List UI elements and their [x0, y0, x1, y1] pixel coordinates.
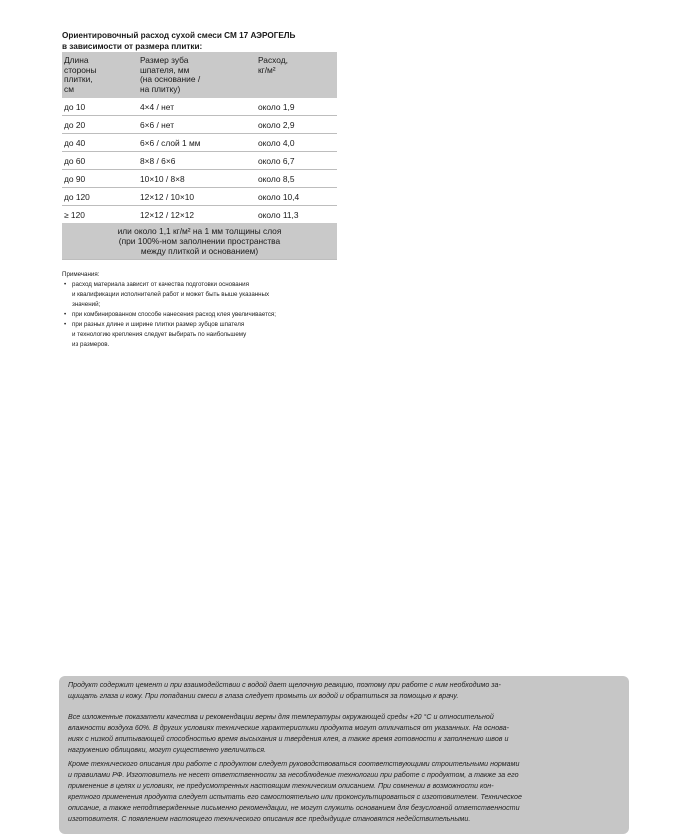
header-consumption: Расход, кг/м²	[256, 52, 337, 98]
cell-trowel: 10×10 / 8×8	[138, 170, 256, 188]
cell-consumption: около 11,3	[258, 209, 299, 220]
notes-heading: Примечания:	[62, 271, 100, 278]
list-item: • при разных длине и ширине плитки размер зубцов шпателя и технологию крепления следует выбирать по наибольшему из размеров.	[62, 320, 352, 350]
disclaimer-paragraph: Кроме технического описания при работе с продуктом следует руководствоваться соответствующими строительными нормами и правилами РФ. Изготовитель не несет ответственности за несоблюдение технологии при работе с продуктом, а также за его применение в целях и условиях, не предусмотренных настоящим техническим описанием. При сомнении в возможности кон- кретного применения продукта следует испытать его самостоятельно или проконсультироваться с изготовителем. Техническое описание, а также неподтвержденные письменно рекомендации, не могут служить основанием для безусловной ответственности изготовителя. С появлением настоящего технического описания все предыдущие становятся недействительными.	[68, 760, 522, 823]
table-row	[62, 134, 337, 152]
table-footnote-row	[62, 223, 337, 260]
consumption-table	[62, 52, 337, 260]
cell-trowel: 6×6 / нет	[138, 116, 256, 134]
cell-tile-size: до 10	[62, 98, 138, 116]
table-row	[62, 152, 337, 170]
disclaimer-box	[59, 676, 629, 834]
notes-list	[62, 280, 352, 350]
table-header-row	[62, 52, 337, 98]
cell-tile-size: до 120	[62, 188, 138, 206]
table-row	[62, 188, 337, 206]
cell-trowel: 4×4 / нет	[138, 98, 256, 116]
cell-trowel: 8×8 / 6×6	[138, 152, 256, 170]
cell-consumption: около 2,9	[256, 116, 337, 134]
cell-tile-size: ≥ 120	[64, 209, 85, 220]
cell-trowel: 12×12 / 12×12	[140, 209, 195, 220]
list-item: • расход материала зависит от качества подготовки основания и квалификации исполнителей работ и может быть выше указанных значений;	[62, 280, 352, 310]
table-row	[62, 170, 337, 188]
header-tile-size: Длина стороны плитки, см	[62, 52, 138, 98]
disclaimer-paragraph: Все изложенные показатели качества и рекомендации верны для температуры окружающей среды +20 °С и относительной влажности воздуха 60%. В других условиях технические характеристики продукта могут отличаться от указанных. На основа- ниях с низкой впитывающей способностью время высыхания и твердения клея, а также время готовности к заполнению швов и нагружению облицовки, могут существенно увеличиться.	[68, 713, 509, 754]
cell-consumption: около 4,0	[256, 134, 337, 152]
list-item: • при комбинированном способе нанесения расход клея увеличивается;	[62, 310, 352, 320]
title-line-2: в зависимости от размера плитки:	[62, 42, 203, 51]
cell-consumption: около 10,4	[256, 188, 337, 206]
table-title	[62, 30, 362, 52]
cell-tile-size: до 60	[62, 152, 138, 170]
table-row	[62, 98, 337, 116]
cell-consumption: около 6,7	[256, 152, 337, 170]
cell-consumption: около 1,9	[256, 98, 337, 116]
cell-tile-size: до 40	[62, 134, 138, 152]
notes-section	[62, 270, 352, 350]
table-footnote: или около 1,1 кг/м² на 1 мм толщины слоя (при 100%-ном заполнении пространства между плиткой и основанием)	[62, 223, 337, 260]
title-line-1: Ориентировочный расход сухой смеси СМ 17 АЭРОГЕЛЬ	[62, 31, 296, 40]
disclaimer-paragraph: Продукт содержит цемент и при взаимодействии с водой дает щелочную реакцию, поэтому при работе с ним необходимо за- щищать глаза и кожу. При попадании смеси в глаза следует промыть их водой и обратиться за помощью к врачу.	[68, 681, 501, 700]
cell-trowel: 6×6 / слой 1 мм	[138, 134, 256, 152]
cell-trowel: 12×12 / 10×10	[138, 188, 256, 206]
header-trowel-size: Размер зуба шпателя, мм (на основание / на плитку)	[138, 52, 256, 98]
table-row	[62, 116, 337, 134]
cell-consumption: около 8,5	[256, 170, 337, 188]
table-row	[62, 206, 337, 224]
cell-tile-size: до 20	[62, 116, 138, 134]
cell-tile-size: до 90	[62, 170, 138, 188]
